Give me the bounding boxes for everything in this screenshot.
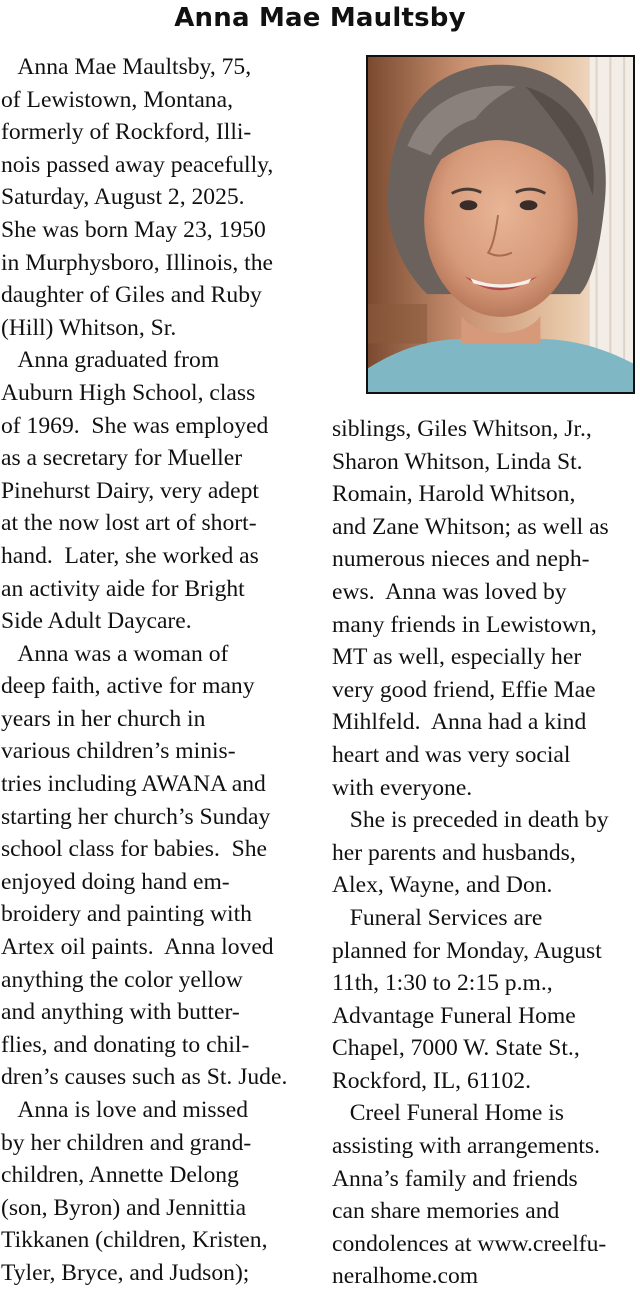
paragraph-biography: Anna Mae Maultsby, 75, of Lewistown, Montana, formerly of Rockford, Illi- nois passed away peacefully, Saturday, August 2, 2025. She was born May 23, 1950 in Murphysboro, Illinois, the daughter of Giles and Ruby (Hill) Whitson, Sr. [1, 54, 274, 341]
paragraph-education-work: Anna graduated from Auburn High School, class of 1969. She was employed as a secretary for Mueller Pinehurst Dairy, very adept at the now lost art of short- hand. Later, she worked as an activity aide for Bright Side Adult Daycare. [1, 347, 269, 635]
paragraph-arrangements: Creel Funeral Home is assisting with arrangements. Anna’s family and friends can share memories and condolences at www.creelfu- neralhome.com [332, 1100, 607, 1290]
paragraph-siblings: siblings, Giles Whitson, Jr., Sharon Whitson, Linda St. Romain, Harold Whitson, and Zane Whitson; as well as numerous nieces and neph- ews. Anna was loved by many friends in Lewistown, MT as well, especially her very good friend, Effie Mae Mihlfeld. Anna had a kind heart and was very social with everyone. [332, 416, 609, 801]
paragraph-services: Funeral Services are planned for Monday, August 11th, 1:30 to 2:15 p.m., Advantage Funeral Home Chapel, 7000 W. State St., Rockford, IL, 61102. [332, 904, 602, 1094]
paragraph-preceded: She is preceded in death by her parents and husbands, Alex, Wayne, and Don. [332, 807, 609, 899]
obituary-title: Anna Mae Maultsby [174, 3, 466, 33]
paragraph-faith-hobbies: Anna was a woman of deep faith, active for many years in her church in various children’s minis- tries including AWANA and starting her church’s Sunday school class for babies. She enjoyed doing hand em- broidery and painting with Artex oil paints. Anna loved anything the color yellow and anything with butter- flies, and donating to chil- dren’s causes such as St. Jude. [1, 640, 288, 1091]
portrait-photo [366, 55, 635, 394]
paragraph-survivors: Anna is love and missed by her children and grand- children, Annette Delong (son, Byron) and Jennittia Tikkanen (children, Kristen, Tyler, Bryce, and Judson); [1, 1097, 268, 1286]
right-column [332, 413, 640, 1293]
portrait-photo-icon [368, 57, 633, 392]
left-column [1, 51, 323, 1290]
